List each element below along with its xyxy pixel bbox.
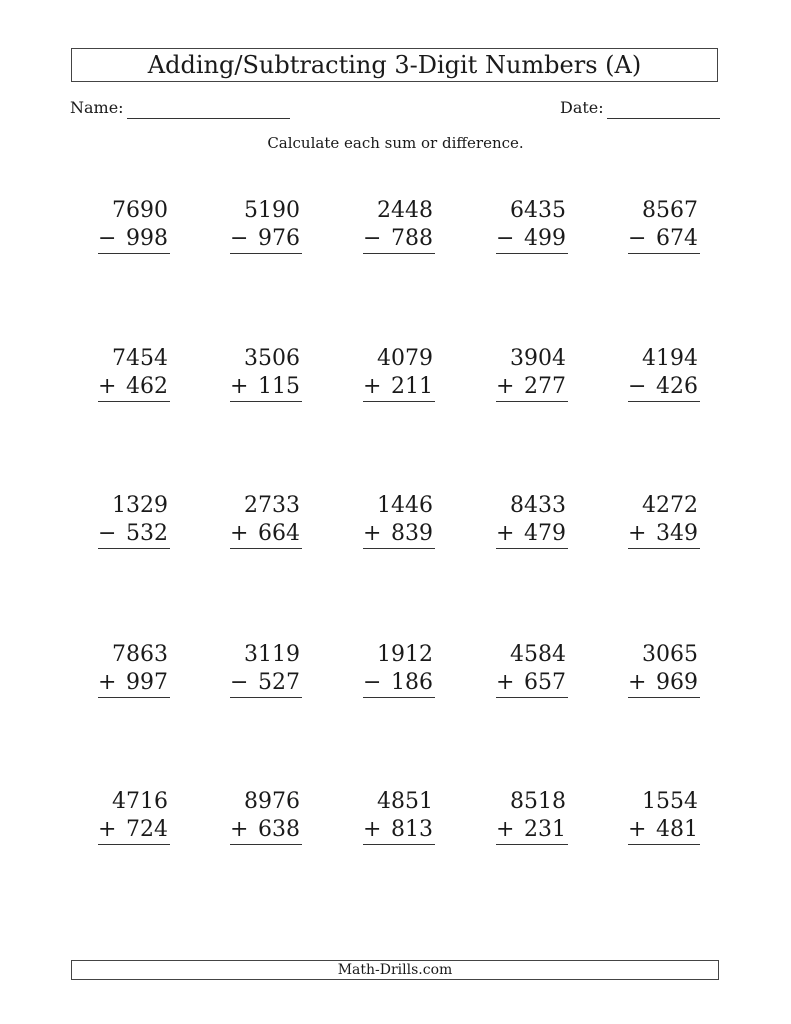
problem-bottom-number: 115: [258, 374, 300, 399]
date-line[interactable]: [607, 118, 720, 119]
problem: [363, 345, 435, 402]
problem-bottom-number: 527: [258, 670, 300, 695]
problem-bottom-number: 976: [258, 226, 300, 251]
problem-bottom-number: 231: [524, 817, 566, 842]
problem-top-number: 1329: [112, 493, 168, 518]
operator-sign: +: [628, 521, 647, 546]
footer: Math-Drills.com: [71, 960, 719, 980]
problem-bottom-row: [363, 373, 435, 402]
operator-sign: −: [496, 226, 515, 251]
problem-bottom-row: [98, 225, 170, 254]
operator-sign: +: [230, 374, 249, 399]
problem: [98, 197, 170, 254]
problem-bottom-row: [98, 669, 170, 698]
problem-bottom-number: 657: [524, 670, 566, 695]
problem-bottom-row: [230, 225, 302, 254]
problem: [628, 788, 700, 845]
operator-sign: −: [628, 374, 647, 399]
problem-top-number: 4194: [642, 346, 698, 371]
problem: [98, 788, 170, 845]
operator-sign: +: [363, 521, 382, 546]
problem-top-number: 1554: [642, 789, 698, 814]
problem: [628, 345, 700, 402]
problem-bottom-number: 426: [656, 374, 698, 399]
operator-sign: −: [628, 226, 647, 251]
problem-bottom-number: 462: [126, 374, 168, 399]
operator-sign: −: [230, 226, 249, 251]
problem-top-number: 3065: [642, 642, 698, 667]
problem-bottom-row: [496, 373, 568, 402]
problem-bottom-row: [98, 520, 170, 549]
problem-top-number: 6435: [510, 198, 566, 223]
problem-bottom-row: [363, 520, 435, 549]
problem-bottom-row: [628, 816, 700, 845]
operator-sign: +: [230, 817, 249, 842]
problem-bottom-number: 664: [258, 521, 300, 546]
operator-sign: −: [98, 226, 117, 251]
problem-bottom-row: [628, 669, 700, 698]
problem-bottom-number: 997: [126, 670, 168, 695]
problem-top-number: 7690: [112, 198, 168, 223]
problem: [230, 641, 302, 698]
problem: [628, 492, 700, 549]
operator-sign: −: [363, 670, 382, 695]
operator-sign: +: [98, 670, 117, 695]
problem-top-number: 8567: [642, 198, 698, 223]
problem-bottom-number: 724: [126, 817, 168, 842]
problem: [363, 641, 435, 698]
operator-sign: −: [230, 670, 249, 695]
problem-bottom-row: [496, 520, 568, 549]
problem-top-number: 1446: [377, 493, 433, 518]
problem: [98, 345, 170, 402]
problem: [496, 788, 568, 845]
problem: [98, 641, 170, 698]
problem-top-number: 3119: [244, 642, 300, 667]
problem-bottom-row: [628, 225, 700, 254]
problem: [363, 197, 435, 254]
problem-bottom-row: [628, 520, 700, 549]
problem-bottom-number: 211: [391, 374, 433, 399]
problem-bottom-row: [363, 816, 435, 845]
problem-bottom-row: [98, 816, 170, 845]
operator-sign: +: [363, 374, 382, 399]
worksheet-title: Adding/Subtracting 3-Digit Numbers (A): [71, 48, 718, 82]
operator-sign: +: [496, 817, 515, 842]
problem-bottom-number: 481: [656, 817, 698, 842]
problem-bottom-row: [496, 816, 568, 845]
operator-sign: +: [496, 670, 515, 695]
problem-top-number: 4716: [112, 789, 168, 814]
problem-bottom-row: [363, 669, 435, 698]
operator-sign: +: [628, 670, 647, 695]
operator-sign: +: [230, 521, 249, 546]
problem-bottom-row: [230, 669, 302, 698]
problem-top-number: 5190: [244, 198, 300, 223]
operator-sign: −: [98, 521, 117, 546]
problem-top-number: 8433: [510, 493, 566, 518]
problem-top-number: 1912: [377, 642, 433, 667]
problem-bottom-number: 479: [524, 521, 566, 546]
date-label: Date:: [560, 98, 604, 117]
problem-bottom-number: 277: [524, 374, 566, 399]
problem: [496, 641, 568, 698]
problem-bottom-row: [230, 520, 302, 549]
problem: [98, 492, 170, 549]
operator-sign: +: [363, 817, 382, 842]
problem-top-number: 7454: [112, 346, 168, 371]
problem-top-number: 3506: [244, 346, 300, 371]
problem-bottom-row: [230, 816, 302, 845]
operator-sign: +: [628, 817, 647, 842]
problem-bottom-row: [496, 225, 568, 254]
problem: [496, 492, 568, 549]
problem-top-number: 4851: [377, 789, 433, 814]
problem-top-number: 4584: [510, 642, 566, 667]
problem: [628, 197, 700, 254]
operator-sign: −: [363, 226, 382, 251]
problem-bottom-number: 499: [524, 226, 566, 251]
problem: [230, 197, 302, 254]
problem-bottom-number: 969: [656, 670, 698, 695]
problem: [363, 788, 435, 845]
problem: [230, 345, 302, 402]
operator-sign: +: [496, 374, 515, 399]
operator-sign: +: [98, 374, 117, 399]
problem: [628, 641, 700, 698]
problem: [230, 788, 302, 845]
operator-sign: +: [496, 521, 515, 546]
problem-top-number: 7863: [112, 642, 168, 667]
problem-bottom-number: 186: [391, 670, 433, 695]
problem-bottom-number: 788: [391, 226, 433, 251]
problem: [496, 197, 568, 254]
problem-bottom-number: 349: [656, 521, 698, 546]
problem-bottom-number: 532: [126, 521, 168, 546]
operator-sign: +: [98, 817, 117, 842]
problem-bottom-row: [496, 669, 568, 698]
problem-bottom-number: 839: [391, 521, 433, 546]
problem-top-number: 8976: [244, 789, 300, 814]
problem: [496, 345, 568, 402]
name-label: Name:: [70, 98, 124, 117]
problem-bottom-number: 998: [126, 226, 168, 251]
instructions: Calculate each sum or difference.: [267, 134, 524, 152]
problem-bottom-row: [230, 373, 302, 402]
problem-bottom-row: [628, 373, 700, 402]
problem: [363, 492, 435, 549]
problem-bottom-number: 674: [656, 226, 698, 251]
problem-bottom-number: 638: [258, 817, 300, 842]
name-line[interactable]: [127, 118, 290, 119]
problem-bottom-row: [363, 225, 435, 254]
problem: [230, 492, 302, 549]
problem-top-number: 2733: [244, 493, 300, 518]
problem-bottom-row: [98, 373, 170, 402]
problem-top-number: 4079: [377, 346, 433, 371]
problem-bottom-number: 813: [391, 817, 433, 842]
problem-top-number: 2448: [377, 198, 433, 223]
problem-top-number: 4272: [642, 493, 698, 518]
problem-top-number: 3904: [510, 346, 566, 371]
problem-top-number: 8518: [510, 789, 566, 814]
